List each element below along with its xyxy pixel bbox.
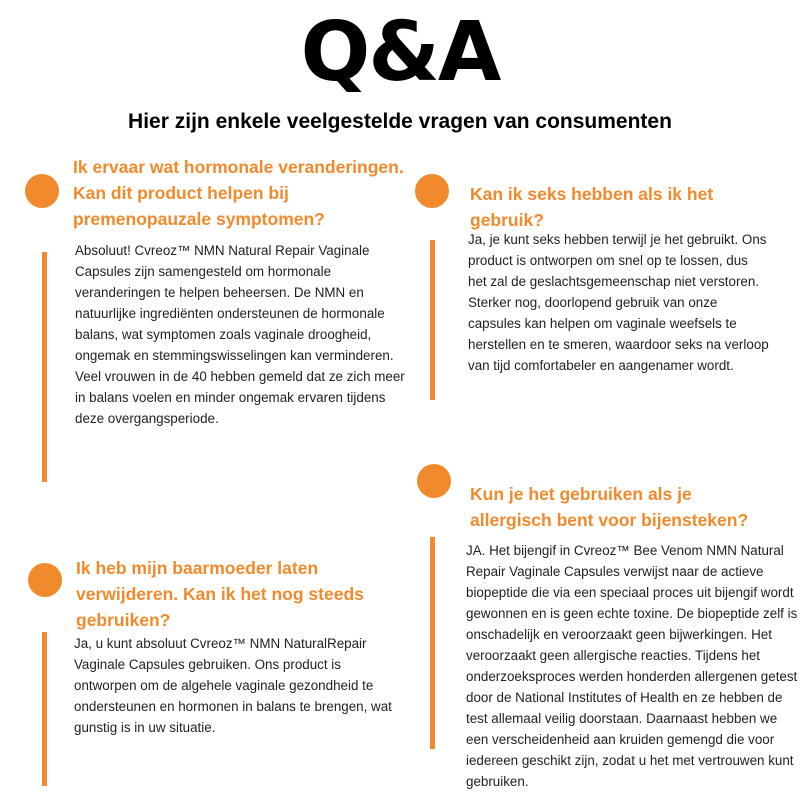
bullet-dot xyxy=(25,174,59,208)
bullet-dot xyxy=(415,174,449,208)
accent-bar xyxy=(42,632,47,786)
answer-4: Ja, u kunt absoluut Cvreoz™ NMN NaturalRepair Vaginale Capsules gebruiken. Ons product is ontworpen om de algehele vaginale gezondheid te ondersteunen en hormonen in balans te brengen, wat gunstig is in uw situatie. xyxy=(74,636,392,735)
accent-bar xyxy=(430,240,435,400)
answer-2: Ja, je kunt seks hebben terwijl je het gebruikt. Ons product is ontworpen om snel op te lossen, dus het zal de geslachtsgemeenschap niet verstoren. Sterker nog, doorlopend gebruik van onze capsules kan helpen om vaginale weefsels te herstellen en te smeren, waardoor seks na verloop van tijd comfortabeler en aangenamer wordt. xyxy=(468,232,769,373)
accent-bar xyxy=(42,252,47,482)
bullet-dot xyxy=(417,464,451,498)
page-subtitle: Hier zijn enkele veelgestelde vragen van consumenten xyxy=(128,110,672,133)
question-1: Ik ervaar wat hormonale veranderingen. Kan dit product helpen bij premenopauzale symptomen? xyxy=(73,157,404,229)
accent-bar xyxy=(430,537,435,749)
answer-3: JA. Het bijengif in Cvreoz™ Bee Venom NMN Natural Repair Vaginale Capsules verwijst naar de actieve biopeptide die via een speciaal proces uit bijengif wordt gewonnen en is geen echte toxine. De biopeptide zelf is onschadelijk en veroorzaakt geen bijwerkingen. Het veroorzaakt geen allergische reacties. Tijdens het onderzoeksproces werden honderden allergenen getest door de National Institutes of Health en ze hebben de test allemaal veilig doorstaan. Daarnaast hebben we een verscheidenheid aan kruiden gemengd die voor iedereen geschikt zijn, zodat u het met vertrouwen kunt gebruiken. xyxy=(466,543,798,789)
question-2: Kan ik seks hebben als ik het gebruik? xyxy=(470,184,714,230)
answer-1: Absoluut! Cvreoz™ NMN Natural Repair Vaginale Capsules zijn samengesteld om hormonale veranderingen te helpen beheersen. De NMN en natuurlijke ingrediënten ondersteunen de hormonale balans, wat symptomen zoals vaginale droogheid, ongemak en stemmingswisselingen kan verminderen. Veel vrouwen in de 40 hebben gemeld dat ze zich meer in balans voelen en minder ongemak ervaren tijdens deze overgangsperiode. xyxy=(75,243,405,426)
question-4: Ik heb mijn baarmoeder laten verwijderen. Kan ik het nog steeds gebruiken? xyxy=(76,558,364,630)
page-title: Q&A xyxy=(300,5,500,100)
bullet-dot xyxy=(28,563,62,597)
question-3: Kun je het gebruiken als je allergisch bent voor bijensteken? xyxy=(470,484,749,530)
